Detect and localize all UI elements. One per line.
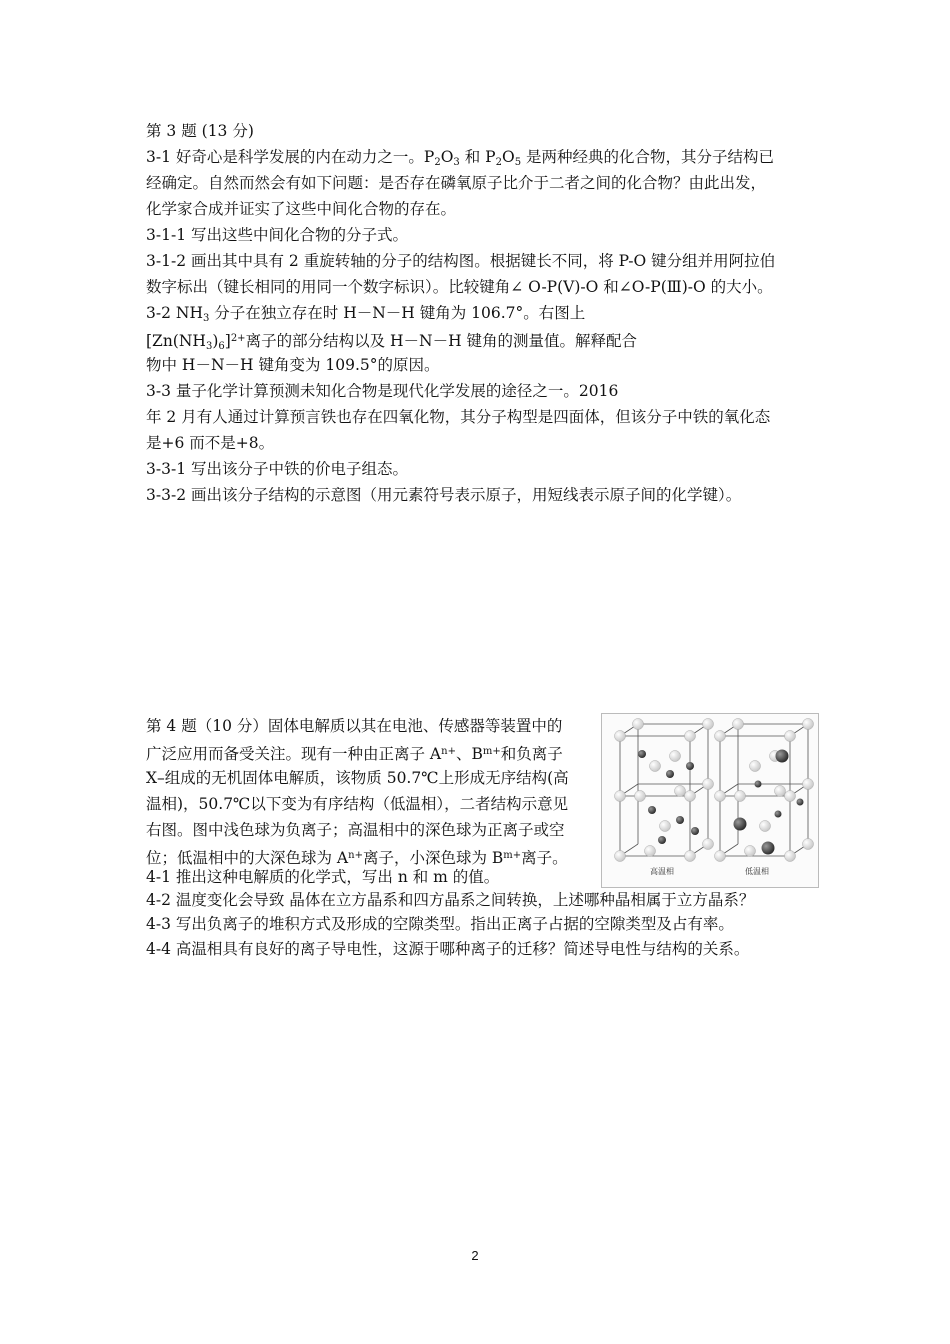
q4-line-8: 4-2 温度变化会导致 晶体在立方晶系和四方晶系之间转换，上述哪种晶相属于立方晶系？ bbox=[146, 891, 755, 909]
anion-ball bbox=[715, 791, 726, 802]
anion-ball bbox=[675, 786, 686, 797]
q3-line-9: 物中 H－N－H 键角变为 109.5°的原因。 bbox=[146, 356, 440, 374]
q3-line-1: 3-1 好奇心是科学发展的内在动力之一。$P_2O_3$ 和 $P_2O_5$ 是两种经典的化合物，其分子结构已 bbox=[146, 148, 775, 168]
q3-line-13: 3-3-1 写出该分子中铁的价电子组态。 bbox=[146, 460, 408, 478]
q4-line-3: X–组成的无机固体电解质，该物质 50.7℃上形成无序结构(高 bbox=[146, 769, 569, 787]
q3-line-8: $[Zn(NH_3)_6]^{2+}$离子的部分结构以及 H－N－H 键角的测量值。解释配合 bbox=[146, 332, 638, 352]
q3-line-2: 经确定。自然而然会有如下问题：是否存在磷氧原子比介于二者之间的化合物？由此出发， bbox=[146, 174, 767, 192]
crystal-structure-svg bbox=[602, 714, 818, 887]
q4-line-4: 温相)，50.7℃以下变为有序结构（低温相），二者结构示意见 bbox=[146, 795, 569, 813]
anion-ball bbox=[733, 719, 744, 730]
anion-ball bbox=[703, 719, 714, 730]
anion-ball bbox=[615, 731, 626, 742]
anion-ball bbox=[745, 846, 756, 857]
cation-ball bbox=[686, 762, 694, 770]
anion-ball bbox=[735, 791, 746, 802]
unit-cells bbox=[615, 719, 814, 862]
anion-ball bbox=[803, 719, 814, 730]
anion-ball bbox=[615, 791, 626, 802]
anion-ball bbox=[785, 791, 796, 802]
cation-ball bbox=[638, 750, 646, 758]
anion-ball bbox=[703, 839, 714, 850]
anion-ball bbox=[715, 851, 726, 862]
anion-ball bbox=[715, 731, 726, 742]
crystal-structure-figure bbox=[601, 713, 819, 888]
cation-ball bbox=[776, 750, 789, 763]
anion-ball bbox=[685, 791, 696, 802]
anion-ball bbox=[750, 761, 761, 772]
q3-line-4: 3-1-1 写出这些中间化合物的分子式。 bbox=[146, 226, 408, 244]
q4-line-9: 4-3 写出负离子的堆积方式及形成的空隙类型。指出正离子占据的空隙类型及占有率。 bbox=[146, 915, 734, 933]
anion-ball bbox=[635, 791, 646, 802]
anion-ball bbox=[803, 779, 814, 790]
anion-ball bbox=[615, 851, 626, 862]
q3-line-10: 3-3 量子化学计算预测未知化合物是现代化学发展的途径之一。2016 bbox=[146, 382, 619, 400]
cation-ball bbox=[775, 811, 782, 818]
q4-line-5: 右图。图中浅色球为负离子；高温相中的深色球为正离子或空 bbox=[146, 821, 565, 839]
q4-line-1: 第 4 题（10 分）固体电解质以其在电池、传感器等装置中的 bbox=[146, 717, 563, 735]
anion-ball bbox=[633, 719, 644, 730]
cation-ball bbox=[734, 818, 747, 831]
q3-line-3: 化学家合成并证实了这些中间化合物的存在。 bbox=[146, 200, 457, 218]
anion-ball bbox=[685, 851, 696, 862]
anion-ball bbox=[785, 731, 796, 742]
anion-ball bbox=[645, 846, 656, 857]
q3-line-6: 数字标出（键长相同的用同一个数字标识）。比较键角∠ O-P(Ⅴ)-O 和∠O-P(Ⅲ)-O 的大小。 bbox=[146, 278, 773, 296]
q3-line-14: 3-3-2 画出该分子结构的示意图（用元素符号表示原子，用短线表示原子间的化学键）。 bbox=[146, 486, 742, 504]
q3-title: 第 3 题 (13 分) bbox=[146, 122, 254, 140]
q4-line-6: 位；低温相中的大深色球为 $A^{n+}$离子，小深色球为 $B^{m+}$离子。 bbox=[146, 849, 568, 867]
cation-ball bbox=[755, 781, 762, 788]
anion-ball bbox=[650, 761, 661, 772]
q4-line-10: 4-4 高温相具有良好的离子导电性，这源于哪种离子的迁移？简述导电性与结构的关系。 bbox=[146, 940, 750, 958]
q3-line-5: 3-1-2 画出其中具有 2 重旋转轴的分子的结构图。根据键长不同，将 P-O 键分组并用阿拉伯 bbox=[146, 252, 776, 270]
q4-line-7: 4-1 推出这种电解质的化学式，写出 n 和 m 的值。 bbox=[146, 868, 500, 886]
anion-ball bbox=[775, 786, 786, 797]
anion-ball bbox=[803, 839, 814, 850]
cation-ball bbox=[666, 770, 674, 778]
anion-ball bbox=[703, 779, 714, 790]
anion-ball bbox=[760, 821, 771, 832]
q3-line-12: 是+6 而不是+8。 bbox=[146, 434, 275, 452]
anion-ball bbox=[785, 851, 796, 862]
cation-ball bbox=[797, 799, 804, 806]
cation-ball bbox=[676, 816, 684, 824]
anion-ball bbox=[685, 731, 696, 742]
anion-ball bbox=[670, 751, 681, 762]
cation-ball bbox=[648, 806, 656, 814]
low-temp-phase-label: 低温相 bbox=[745, 867, 769, 876]
q3-line-11: 年 2 月有人通过计算预言铁也存在四氧化物，其分子构型是四面体，但该分子中铁的氧化态 bbox=[146, 408, 771, 426]
cation-ball bbox=[658, 836, 666, 844]
q3-line-7: 3-2 $NH_3$ 分子在独立存在时 H－N－H 键角为 106.7°。右图上 bbox=[146, 304, 586, 324]
q4-line-2: 广泛应用而备受关注。现有一种由正离子 $A^{n+}$、$B^{m+}$和负离子 bbox=[146, 745, 563, 763]
high-temp-phase-label: 高温相 bbox=[650, 867, 674, 876]
cation-ball bbox=[762, 842, 775, 855]
anion-ball bbox=[660, 821, 671, 832]
page-number: 2 bbox=[471, 1248, 479, 1263]
cation-ball bbox=[691, 827, 699, 835]
